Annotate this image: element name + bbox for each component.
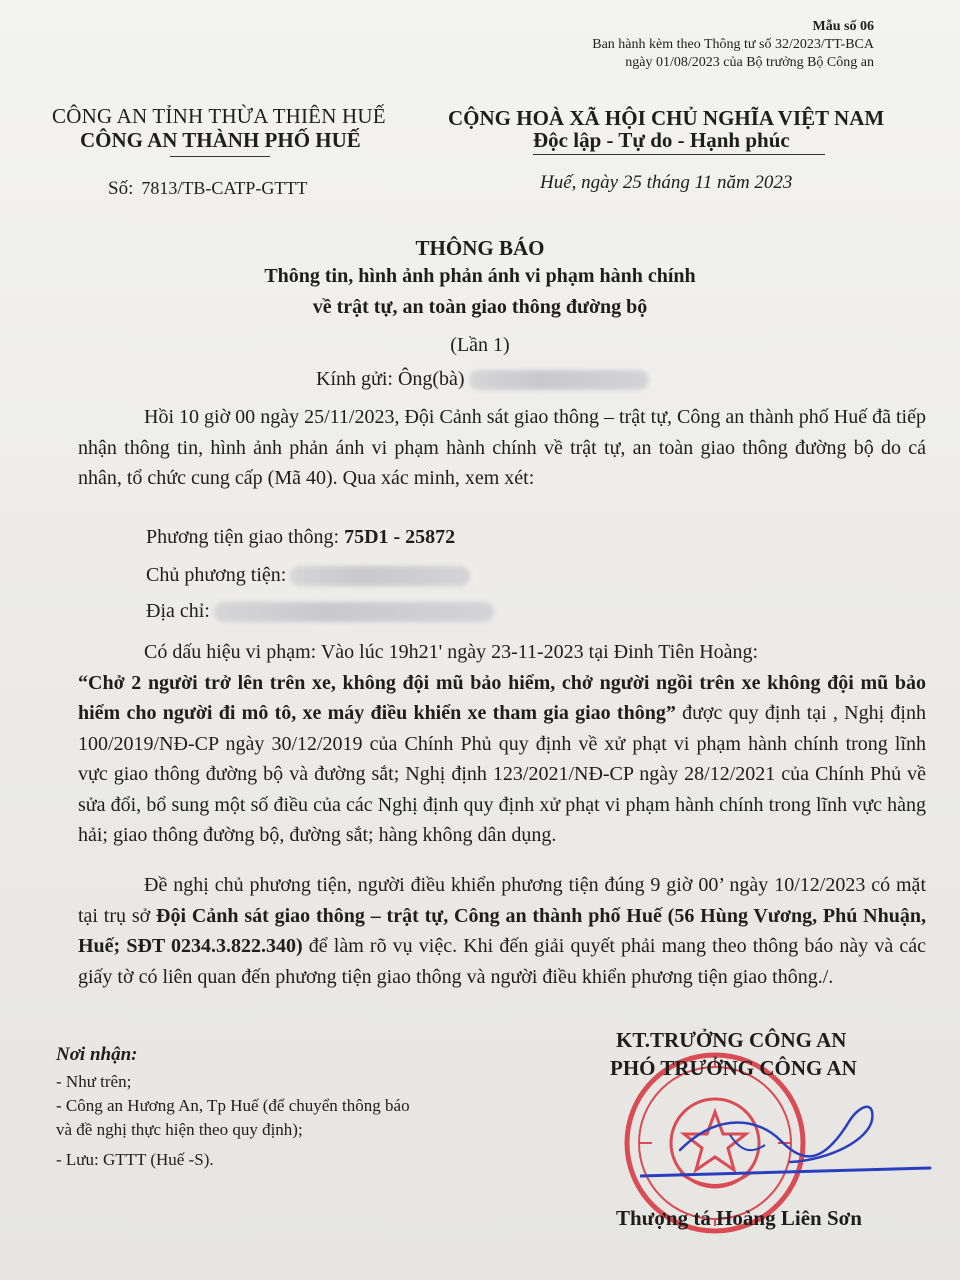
request-part-1: Đề nghị chủ phương tiện, người điều khiển phương tiện đúng 9 giờ 00’ ngày 10/12/2023 có mặt tại trụ sở: [78, 874, 926, 927]
issued-line-1: Ban hành kèm theo Thông tư số 32/2023/TT-BCA: [592, 37, 874, 52]
request-part-2: để làm rõ vụ việc. Khi đến giải quyết phải mang theo thông báo này và các giấy tờ có liên quan đến phương tiện giao thông và người điều khiển phương tiện giao thông./.: [78, 935, 926, 988]
recipients-heading: Nơi nhận:: [56, 1044, 138, 1065]
redacted-address: [214, 602, 494, 622]
recipient-item: - Công an Hương An, Tp Huế (để chuyển thông báo: [56, 1096, 410, 1115]
handwritten-signature: [640, 1090, 940, 1190]
owner-field: [146, 564, 470, 587]
form-header: [592, 18, 874, 72]
document-subtitle-2: về trật tự, an toàn giao thông đường bộ: [312, 296, 648, 318]
document-subtitle-1: Thông tin, hình ảnh phản ánh vi phạm hành chính: [264, 265, 696, 287]
salutation: [316, 368, 649, 391]
intro-paragraph: Hồi 10 giờ 00 ngày 25/11/2023, Đội Cảnh sát giao thông – trật tự, Công an thành phố Huế đã tiếp nhận thông tin, hình ảnh phản ánh vi phạm hành chính về trật tự, an toàn giao thông đường bộ do cá nhân, tổ chức cung cấp (Mã 40). Qua xác minh, xem xét:: [78, 406, 926, 489]
salutation-text: Kính gửi: Ông(bà): [316, 368, 465, 390]
signer-name: Thượng tá Hoàng Liên Sơn: [616, 1206, 862, 1230]
recipient-item: - Như trên;: [56, 1072, 132, 1091]
signature-authority-1: KT.TRƯỞNG CÔNG AN: [616, 1028, 847, 1052]
recipient-item: và đề nghị thực hiện theo quy định);: [56, 1120, 303, 1139]
violation-detail: [78, 668, 926, 851]
vehicle-label: Phương tiện giao thông:: [146, 526, 340, 548]
issuer-name: CÔNG AN THÀNH PHỐ HUẾ: [80, 128, 361, 152]
issuer-underline: [170, 156, 270, 157]
form-number: Mẫu số 06: [812, 19, 874, 34]
vehicle-plate: 75D1 - 25872: [344, 526, 456, 548]
issued-line-2: ngày 01/08/2023 của Bộ trưởng Bộ Công an: [625, 55, 874, 70]
owner-label: Chủ phương tiện:: [146, 564, 287, 586]
document-number-label: Số:: [108, 178, 134, 199]
vehicle-field: [146, 526, 455, 549]
redacted-name: [469, 370, 649, 390]
document-number-value: 7813/TB-CATP-GTTT: [141, 178, 308, 198]
document-number: [108, 178, 307, 200]
address-field: [146, 600, 494, 623]
recipient-item: - Lưu: GTTT (Huế -S).: [56, 1150, 214, 1169]
violation-legal-basis: được quy định tại , Nghị định 100/2019/NĐ-CP ngày 30/12/2019 của Chính Phủ quy định về xử phạt vi phạm hành chính trong lĩnh vực giao thông đường bộ và đường sắt; Nghị định 123/2021/NĐ-CP ngày 28/12/2021 của Chính Phủ về sửa đổi, bổ sung một số điều của các Nghị định quy định xử phạt vi phạm hành chính trong lĩnh vực hàng hải; giao thông đường bộ, đường sắt; hàng không dân dụng.: [78, 702, 926, 846]
document-title: THÔNG BÁO: [415, 236, 545, 260]
request-office: Đội Cảnh sát giao thông – trật tự, Công an thành phố Huế (56 Hùng Vương, Phú Nhuận, Huế; SĐT 0234.3.822.340): [78, 904, 926, 957]
violation-intro: Có dấu hiệu vi phạm: Vào lúc 19h21' ngày 23-11-2023 tại Đinh Tiên Hoàng:: [144, 641, 759, 663]
signature-authority-2: PHÓ TRƯỞNG CÔNG AN: [610, 1056, 857, 1080]
nation-name: CỘNG HOÀ XÃ HỘI CHỦ NGHĨA VIỆT NAM: [448, 106, 885, 130]
violation-paragraph: [78, 637, 926, 851]
motto-underline: [533, 154, 825, 155]
nation-motto: Độc lập - Tự do - Hạnh phúc: [533, 128, 790, 152]
request-paragraph: [78, 870, 926, 992]
violation-quote: “Chở 2 người trở lên trên xe, không đội mũ bảo hiểm, chở người ngồi trên xe không đội mũ bảo hiểm cho người đi mô tô, xe máy điều khiển xe tham gia giao thông”: [78, 671, 926, 724]
notice-round: (Lần 1): [450, 334, 510, 356]
issuer-parent: CÔNG AN TỈNH THỪA THIÊN HUẾ: [52, 104, 386, 128]
redacted-owner: [290, 566, 470, 586]
address-label: Địa chỉ:: [146, 600, 210, 622]
place-date: Huế, ngày 25 tháng 11 năm 2023: [540, 172, 793, 193]
